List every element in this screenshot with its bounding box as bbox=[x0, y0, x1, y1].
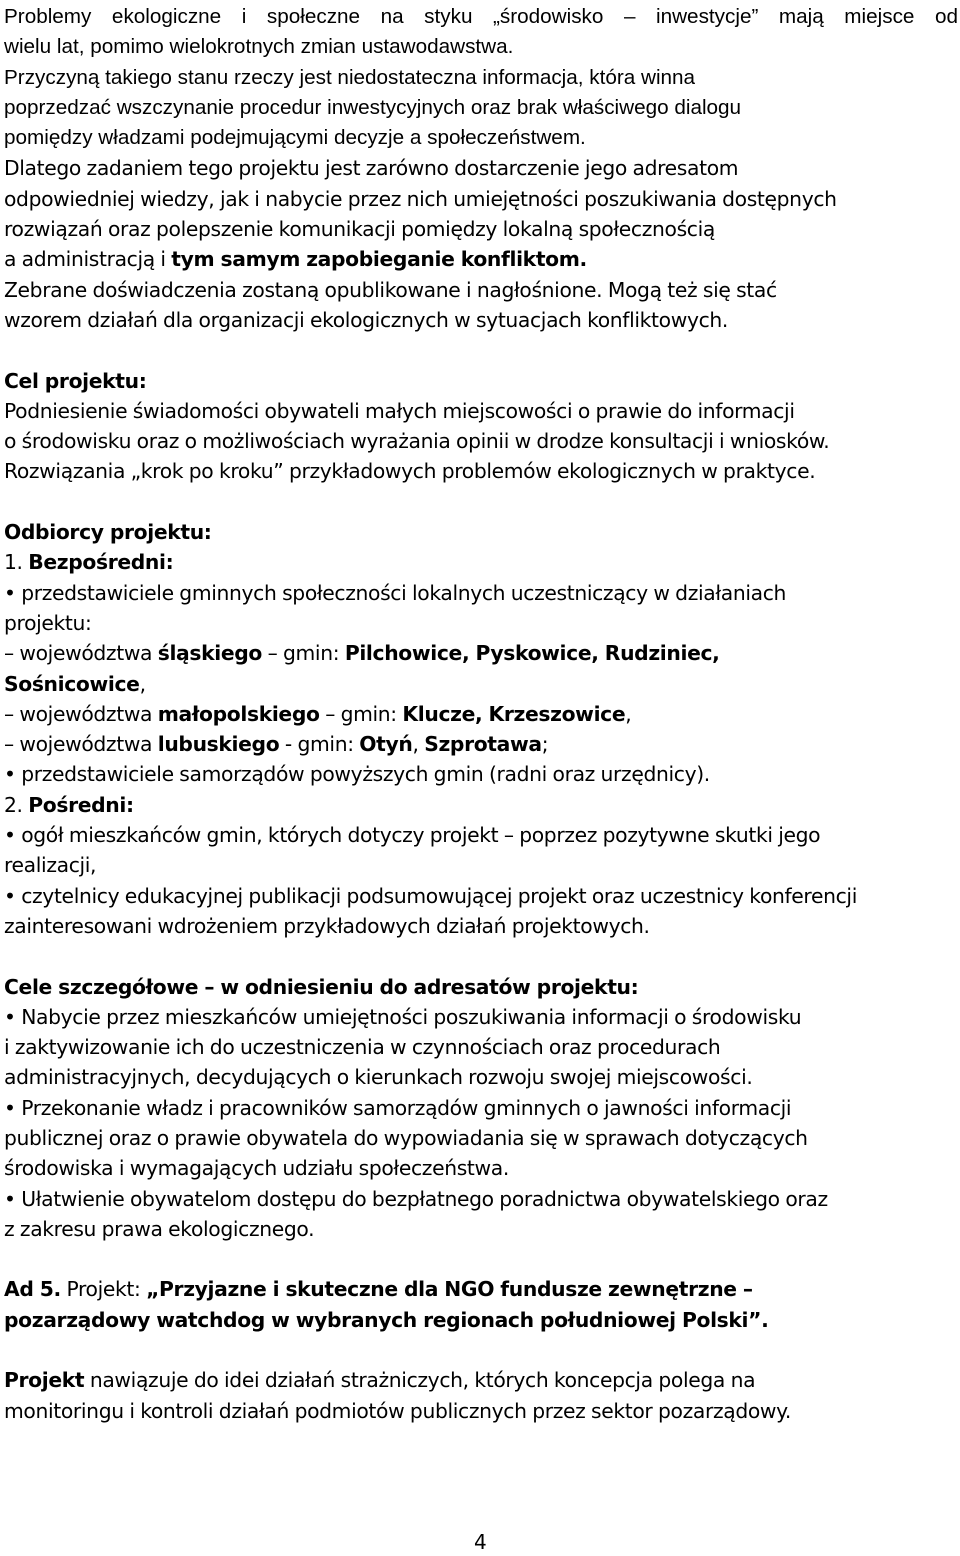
text-line: Podniesienie świadomości obywateli małych miejscowości o prawie do informacji bbox=[4, 398, 795, 423]
project-title: „Przyjazne i skuteczne dla NGO fundusze zewnętrzne – bbox=[146, 1277, 753, 1302]
text-line: Dlatego zadaniem tego projektu jest zarówno dostarczenie jego adresatom bbox=[4, 156, 739, 181]
page-number: 4 bbox=[474, 1530, 487, 1554]
text-line: publicznej oraz o prawie obywatela do wypowiadania się w sprawach dotyczących bbox=[4, 1125, 808, 1150]
section-heading-goal: Cel projektu: bbox=[4, 368, 147, 393]
goal-section bbox=[4, 366, 958, 487]
bold-text: małopolskiego bbox=[157, 701, 320, 726]
ad5-section bbox=[4, 1274, 958, 1425]
text-fragment: ; bbox=[541, 732, 549, 757]
text-line: administracyjnych, decydujących o kierunkach rozwoju swojej miejscowości. bbox=[4, 1065, 753, 1090]
text-line bbox=[4, 244, 958, 274]
bold-text: lubuskiego bbox=[157, 732, 280, 757]
bullet-item: • Ułatwienie obywatelom dostępu do bezpłatnego poradnictwa obywatelskiego oraz bbox=[4, 1186, 828, 1211]
region-item-lubusz bbox=[4, 729, 958, 759]
bold-text: tym samym zapobieganie konfliktom. bbox=[171, 247, 587, 272]
text-line: zainteresowani wdrożeniem przykładowych działań projektowych. bbox=[4, 913, 650, 938]
text-line: projektu: bbox=[4, 610, 92, 635]
project-title-line bbox=[4, 1274, 958, 1304]
bullet-item: • ogół mieszkańców gmin, których dotyczy projekt – poprzez pozytywne skutki jego bbox=[4, 823, 821, 848]
region-item-silesia-cont bbox=[4, 669, 958, 699]
bold-text: Bezpośredni: bbox=[28, 550, 174, 575]
text-fragment: – województwa bbox=[4, 641, 158, 666]
bold-text: Pilchowice, Pyskowice, Rudziniec, bbox=[344, 641, 720, 666]
text-fragment: nawiązuje do idei działań strażniczych, których koncepcja polega na bbox=[84, 1368, 756, 1393]
list-number: 2. bbox=[4, 792, 29, 817]
text-line: Przyczyną takiego stanu rzeczy jest niedostateczna informacja, która winna bbox=[4, 65, 696, 89]
text-line: monitoringu i kontroli działań podmiotów publicznych przez sektor pozarządowy. bbox=[4, 1398, 792, 1423]
bold-text: Pośredni: bbox=[28, 792, 134, 817]
text-line: Zebrane doświadczenia zostaną opublikowane i nagłośnione. Mogą też się stać bbox=[4, 277, 777, 302]
text-fragment: , bbox=[412, 732, 425, 757]
bullet-item: • Przekonanie władz i pracowników samorządów gminnych o jawności informacji bbox=[4, 1095, 792, 1120]
text-line: Rozwiązania „krok po kroku” przykładowych problemów ekologicznych w praktyce. bbox=[4, 459, 816, 484]
text-line: wielu lat, pomimo wielokrotnych zmian ustawodawstwa. bbox=[4, 35, 514, 59]
spacer bbox=[4, 1335, 958, 1365]
bold-text: Sośnicowice bbox=[4, 671, 140, 696]
bullet-item: • Nabycie przez mieszkańców umiejętności poszukiwania informacji o środowisku bbox=[4, 1004, 802, 1029]
text-line: o środowisku oraz o możliwościach wyrażania opinii w drodze konsultacji i wniosków. bbox=[4, 429, 830, 454]
text-line: odpowiedniej wiedzy, jak i nabycie przez nich umiejętności poszukiwania dostępnych bbox=[4, 186, 837, 211]
bullet-item: • przedstawiciele gminnych społeczności lokalnych uczestniczący w działaniach bbox=[4, 580, 787, 605]
subheading-indirect bbox=[4, 790, 958, 820]
bullet-item: • przedstawiciele samorządów powyższych gmin (radni oraz urzędnicy). bbox=[4, 762, 710, 787]
section-heading-specific-goals: Cele szczegółowe – w odniesieniu do adresatów projektu: bbox=[4, 974, 639, 999]
text-line: pomiędzy władzami podejmującymi decyzje a społeczeństwem. bbox=[4, 126, 586, 150]
bold-text: Klucze, Krzeszowice bbox=[402, 701, 626, 726]
text-line: środowiska i wymagających udziału społeczeństwa. bbox=[4, 1156, 509, 1181]
region-item-silesia bbox=[4, 638, 958, 668]
spacer bbox=[4, 941, 958, 971]
spacer bbox=[4, 1244, 958, 1274]
audience-section bbox=[4, 517, 958, 941]
text-fragment: , bbox=[139, 671, 146, 696]
bold-text: Projekt bbox=[4, 1368, 85, 1393]
specific-goals-section bbox=[4, 972, 958, 1245]
project-title-cont: pozarządowy watchdog w wybranych regionach południowej Polski”. bbox=[4, 1307, 769, 1332]
text-fragment: – gmin: bbox=[319, 701, 403, 726]
text-fragment: – gmin: bbox=[262, 641, 345, 666]
bullet-item: • czytelnicy edukacyjnej publikacji podsumowującej projekt oraz uczestnicy konferencji bbox=[4, 883, 857, 908]
region-item-lesser-poland bbox=[4, 699, 958, 729]
text-fragment: , bbox=[625, 701, 632, 726]
text-fragment: – województwa bbox=[4, 701, 158, 726]
bold-text: śląskiego bbox=[157, 641, 263, 666]
list-number: 1. bbox=[4, 550, 29, 575]
text-line: rozwiązań oraz polepszenie komunikacji pomiędzy lokalną społecznością bbox=[4, 217, 715, 242]
section-heading-audience: Odbiorcy projektu: bbox=[4, 520, 212, 545]
text-line: realizacji, bbox=[4, 853, 97, 878]
bold-text: Otyń bbox=[359, 732, 413, 757]
text-line: z zakresu prawa ekologicznego. bbox=[4, 1216, 315, 1241]
text-fragment: Projekt: bbox=[60, 1277, 147, 1302]
text-fragment: - gmin: bbox=[279, 732, 360, 757]
intro-paragraph bbox=[4, 2, 958, 335]
text-line bbox=[4, 1365, 958, 1395]
text-line: poprzedzać wszczynanie procedur inwestycyjnych oraz brak właściwego dialogu bbox=[4, 95, 742, 119]
text-line: i zaktywizowanie ich do uczestniczenia w czynnościach oraz procedurach bbox=[4, 1035, 721, 1060]
bold-text: Szprotawa bbox=[424, 732, 542, 757]
text-fragment: a administracją i bbox=[4, 247, 172, 272]
bold-text: Ad 5. bbox=[4, 1277, 61, 1302]
spacer bbox=[4, 487, 958, 517]
text-line: wzorem działań dla organizacji ekologicznych w sytuacjach konfliktowych. bbox=[4, 307, 729, 332]
text-fragment: – województwa bbox=[4, 732, 158, 757]
document-page bbox=[4, 2, 958, 1426]
subheading-direct bbox=[4, 547, 958, 577]
text-line: Problemy ekologiczne i społeczne na styku „środowisko – inwestycje” mają miejsce od bbox=[4, 5, 958, 28]
spacer bbox=[4, 335, 958, 365]
